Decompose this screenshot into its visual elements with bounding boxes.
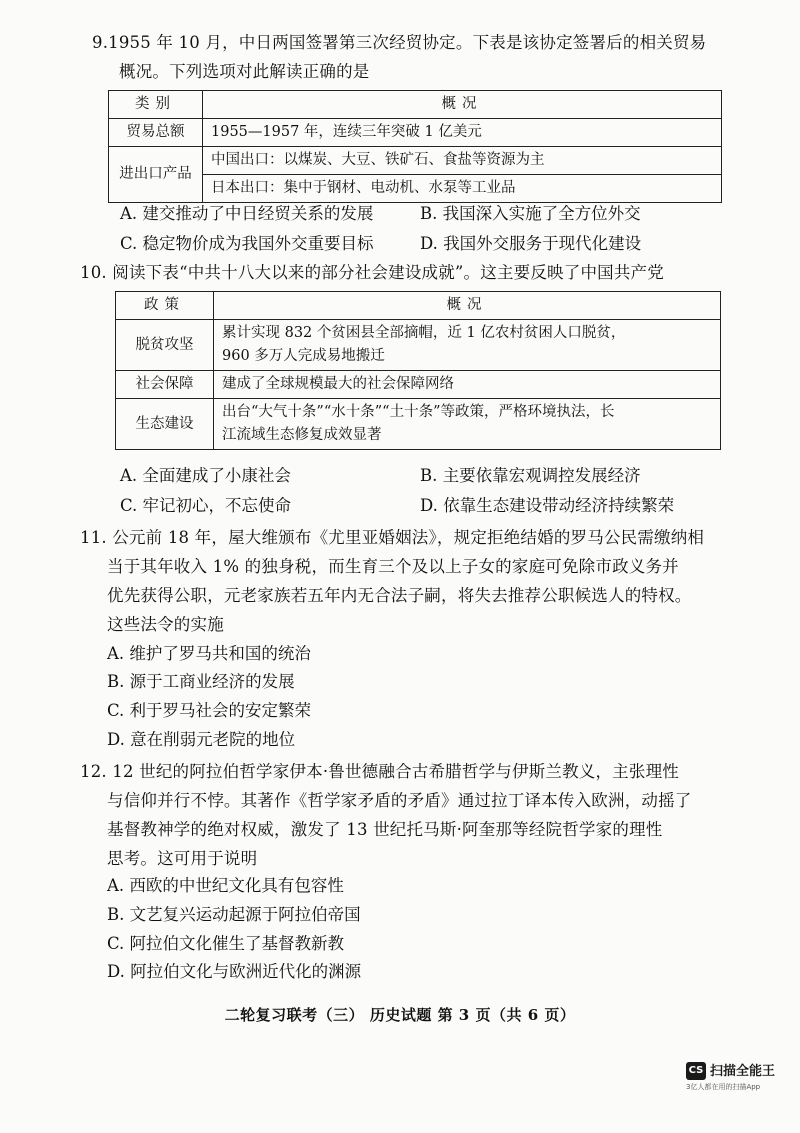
q12-line-3: 基督教神学的绝对权威，激发了 13 世纪托马斯·阿奎那等经院哲学家的理性 [107,820,663,839]
q9-row2-category: 进出口产品 [109,147,203,203]
q10-option-a: A. 全面建成了小康社会 [120,466,291,485]
q11-option-c: C. 利于罗马社会的安定繁荣 [107,701,312,720]
page-footer: 二轮复习联考（三） 历史试题 第 3 页（共 6 页） [224,1006,576,1024]
q10-row2-value: 建成了全球规模最大的社会保障网络 [214,371,721,399]
scanner-tagline: 3亿人都在用的扫描App [686,1083,761,1091]
q10-row1-category: 脱贫攻坚 [116,320,214,371]
q12-line-1: 12. 12 世纪的阿拉伯哲学家伊本·鲁世德融合古希腊哲学与伊斯兰教义，主张理性 [80,762,679,781]
q9-line-1: 9.1955 年 10 月，中日两国签署第三次经贸协定。下表是该协定签署后的相关贸易 [92,33,707,52]
q9-header-overview: 概况 [203,91,722,119]
q9-row1-category: 贸易总额 [109,119,203,147]
q11-option-a: A. 维护了罗马共和国的统治 [107,644,311,663]
scanner-watermark [686,1060,786,1100]
q10-header-overview: 概况 [214,292,721,320]
q11-line-1: 11. 公元前 18 年，屋大维颁布《尤里亚婚姻法》，规定拒绝结婚的罗马公民需缴纳相 [80,528,705,547]
q10-option-b: B. 主要依靠宏观调控发展经济 [420,466,641,485]
q9-table [108,90,722,203]
q10-header-policy: 政策 [116,292,214,320]
q9-row2-value-b: 日本出口：集中于钢材、电动机、水泵等工业品 [203,175,722,203]
q10-table-header-row [116,292,721,320]
q11-option-b: B. 源于工商业经济的发展 [107,672,295,691]
table-row [116,371,721,399]
question-10-stem [80,258,770,287]
q12-line-2: 与信仰并行不悖。其著作《哲学家矛盾的矛盾》通过拉丁译本传入欧洲，动摇了 [107,791,692,810]
q9-option-b: B. 我国深入实施了全方位外交 [420,204,641,223]
q11-option-d: D. 意在削弱元老院的地位 [107,730,296,749]
q9-header-category: 类别 [109,91,203,119]
q10-row1-value-a: 累计实现 832 个贫困县全部摘帽，近 1 亿农村贫困人口脱贫， [222,325,626,341]
q11-line-2: 当于其年收入 1% 的独身税，而生育三个及以上子女的家庭可免除市政义务并 [107,557,679,576]
table-row [109,147,722,175]
q9-option-a: A. 建交推动了中日经贸关系的发展 [120,204,374,223]
table-row [116,399,721,450]
q10-option-c: C. 牢记初心，不忘使命 [120,496,292,515]
q9-row1-value: 1955—1957 年，连续三年突破 1 亿美元 [203,119,722,147]
q12-option-a: A. 西欧的中世纪文化具有包容性 [107,876,344,895]
camscanner-logo-icon: CS [686,1062,706,1080]
q12-option-c: C. 阿拉伯文化催生了基督教新教 [107,934,345,953]
q10-row3-value-b: 江流域生态修复成效显著 [222,427,382,443]
q12-line-4: 思考。这可用于说明 [107,849,258,868]
question-12-stem [80,757,770,873]
q9-row2-value-a: 中国出口：以煤炭、大豆、铁矿石、食盐等资源为主 [203,147,722,175]
q12-option-d: D. 阿拉伯文化与欧洲近代化的渊源 [107,962,362,981]
q10-row3-category: 生态建设 [116,399,214,450]
q9-option-c: C. 稳定物价成为我国外交重要目标 [120,234,374,253]
q12-option-b: B. 文艺复兴运动起源于阿拉伯帝国 [107,905,361,924]
q10-line-1: 10. 阅读下表“中共十八大以来的部分社会建设成就”。这主要反映了中国共产党 [80,263,664,282]
q9-table-header-row [109,91,722,119]
q10-row1-value [214,320,721,371]
q10-row1-value-b: 960 多万人完成易地搬迁 [222,348,385,364]
q11-line-3: 优先获得公职，元老家族若五年内无合法子嗣，将失去推荐公职候选人的特权。 [107,586,692,605]
q9-line-2: 概况。下列选项对此解读正确的是 [119,62,370,81]
q9-option-d: D. 我国外交服务于现代化建设 [420,234,642,253]
q11-line-4: 这些法令的实施 [107,615,224,634]
q10-option-d: D. 依靠生态建设带动经济持续繁荣 [420,496,675,515]
q10-row3-value [214,399,721,450]
q10-row3-value-a: 出台“大气十条”“水十条”“土十条”等政策，严格环境执法，长 [222,404,615,420]
scanner-app-name: 扫描全能王 [710,1064,776,1079]
question-11-stem [80,523,770,639]
table-row [109,119,722,147]
question-9-stem [92,28,762,86]
q10-row2-category: 社会保障 [116,371,214,399]
q10-table [115,291,721,450]
table-row [116,320,721,371]
